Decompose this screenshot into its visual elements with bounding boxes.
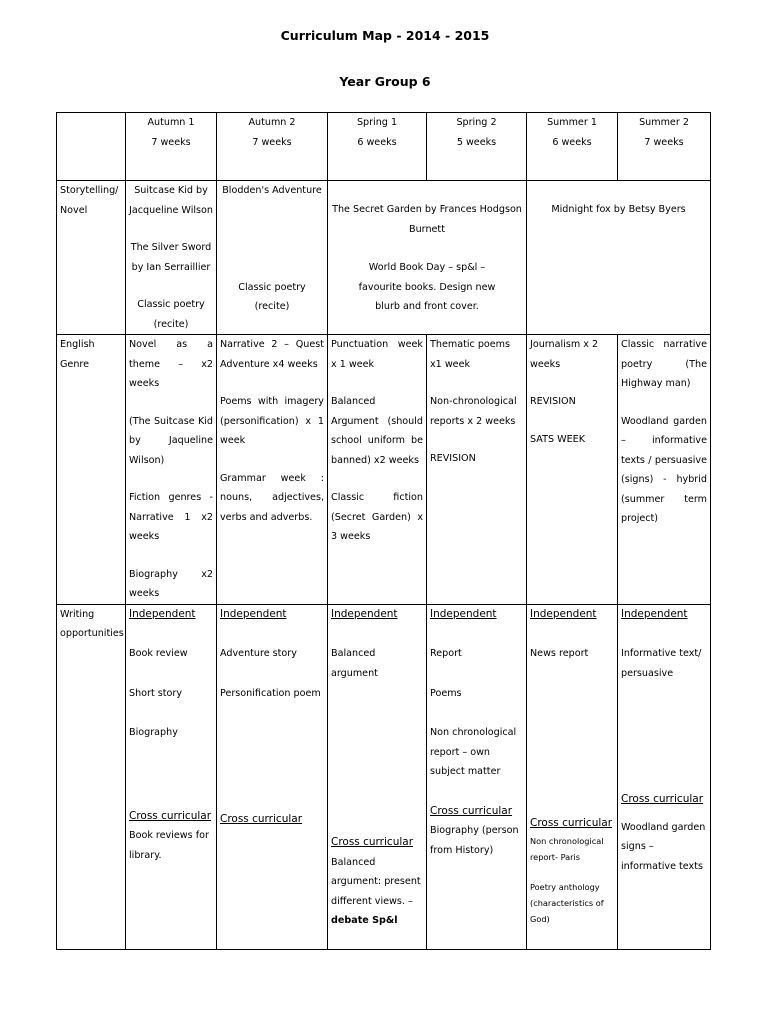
corner-cell <box>57 113 126 181</box>
col-header-autumn2: Autumn 2 7 weeks <box>217 113 328 181</box>
english-autumn1: Novel as a theme – x2 weeks (The Suitcase Kid by Jaqueline Wilson) Fiction genres - Narrative 1 x2 weeks Biography x2 weeks <box>126 335 217 605</box>
english-autumn2: Narrative 2 – Quest Adventure x4 weeks Poems with imagery (personification) x 1 week Grammar week : nouns, adjectives, verbs and adverbs. <box>217 335 328 605</box>
storytelling-row <box>57 181 711 335</box>
writing-autumn1: Independent Book review Short story Biography Cross curricular Book reviews for library. <box>126 604 217 949</box>
row-label-storytelling: Storytelling/ Novel <box>57 181 126 335</box>
english-genre-row <box>57 335 711 605</box>
page-subtitle: Year Group 6 <box>339 74 431 89</box>
storytelling-spring: The Secret Garden by Frances Hodgson Burnett World Book Day – sp&l – favourite books. Design new blurb and front cover. <box>328 181 527 335</box>
english-summer1: Journalism x 2 weeks REVISION SATS WEEK <box>527 335 618 605</box>
storytelling-autumn2: Blodden's Adventure Classic poetry (recite) <box>217 181 328 335</box>
writing-autumn2: Independent Adventure story Personification poem Cross curricular <box>217 604 328 949</box>
col-header-summer2: Summer 2 7 weeks <box>618 113 711 181</box>
english-spring1: Punctuation week x 1 week Balanced Argument (should school uniform be banned) x2 weeks Classic fiction (Secret Garden) x 3 weeks <box>328 335 427 605</box>
row-label-writing: Writing opportunities <box>57 604 126 949</box>
header-row <box>57 113 711 181</box>
col-header-autumn1: Autumn 1 7 weeks <box>126 113 217 181</box>
col-header-spring2: Spring 2 5 weeks <box>427 113 527 181</box>
writing-spring1: Independent Balanced argument Cross curricular Balanced argument: present different views. – debate Sp&l <box>328 604 427 949</box>
page-title: Curriculum Map - 2014 - 2015 <box>280 28 490 43</box>
english-summer2: Classic narrative poetry (The Highway man) Woodland garden – informative texts / persuasive (signs) - hybrid (summer term project) <box>618 335 711 605</box>
storytelling-summer: Midnight fox by Betsy Byers <box>527 181 711 335</box>
col-header-spring1: Spring 1 6 weeks <box>328 113 427 181</box>
curriculum-table <box>56 112 711 950</box>
writing-row <box>57 604 711 949</box>
row-label-english: English Genre <box>57 335 126 605</box>
english-spring2: Thematic poems x1 week Non-chronological reports x 2 weeks REVISION <box>427 335 527 605</box>
writing-spring2: Independent Report Poems Non chronological report – own subject matter Cross curricular Biography (person from History) <box>427 604 527 949</box>
col-header-summer1: Summer 1 6 weeks <box>527 113 618 181</box>
writing-summer2: Independent Informative text/ persuasive Cross curricular Woodland garden signs – informative texts <box>618 604 711 949</box>
storytelling-autumn1: Suitcase Kid by Jacqueline Wilson The Silver Sword by Ian Serraillier Classic poetry (recite) <box>126 181 217 335</box>
writing-summer1: Independent News report Cross curricular Non chronological report- Paris Poetry anthology (characteristics of God) <box>527 604 618 949</box>
